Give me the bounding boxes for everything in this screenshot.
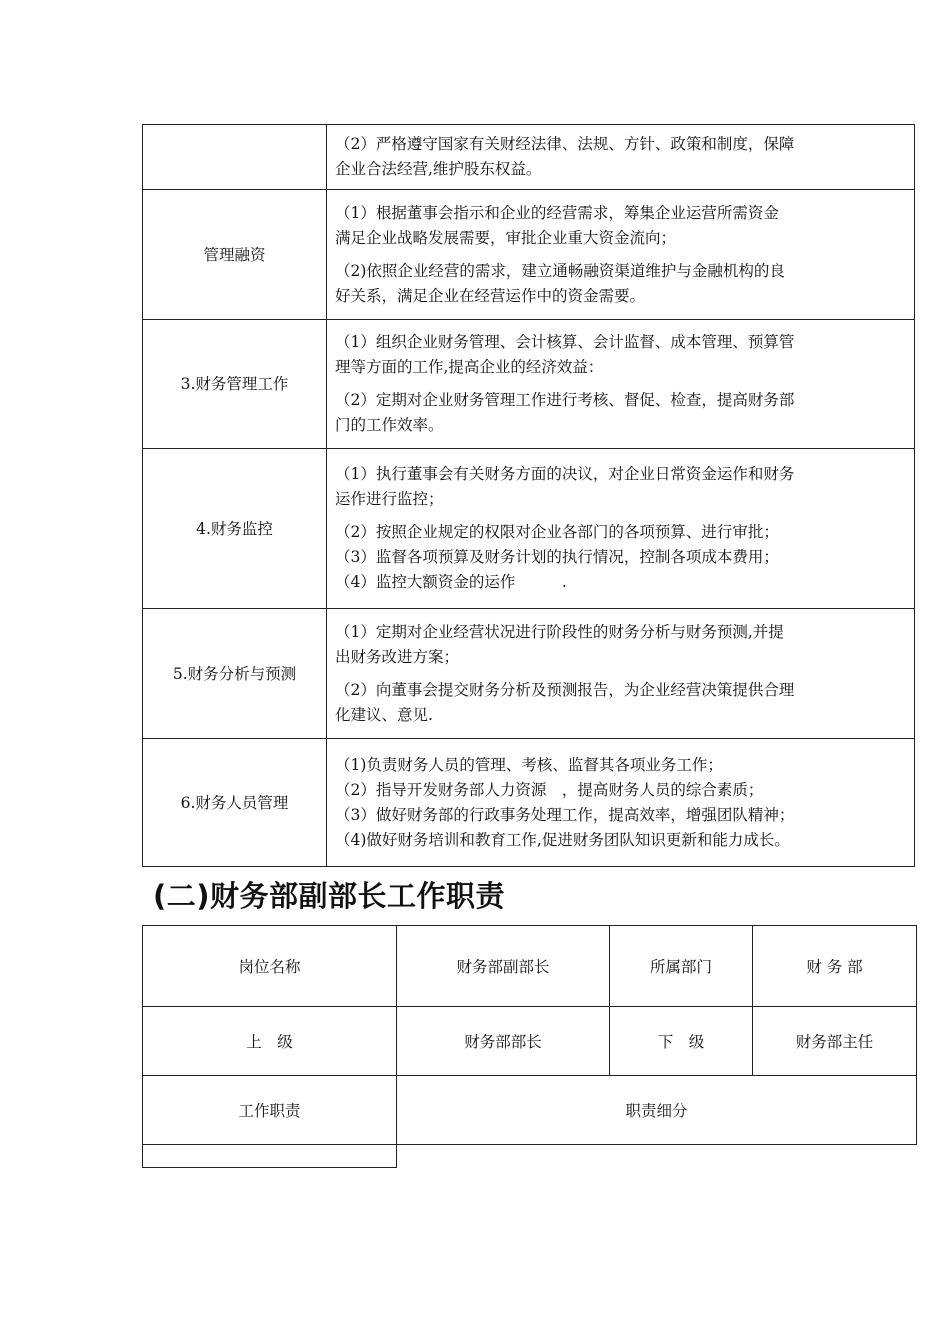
duty-details (327, 449, 915, 609)
duty-line: 企业合法经营,维护股东权益。 (335, 160, 542, 178)
duty-line: 好关系，满足企业在经营运作中的资金需要。 (335, 286, 646, 305)
department-value: 财 务 部 (753, 926, 917, 1007)
table-row (143, 1007, 917, 1076)
duty-line: （1)负责财务人员的管理、考核、监督其各项业务工作； (335, 755, 723, 774)
duty-label: 工作职责 (143, 1076, 397, 1145)
duty-line: 出财务改进方案； (335, 647, 460, 666)
table-row (143, 926, 917, 1007)
duty-line: （3）做好财务部的行政事务处理工作，提高效率，增强团队精神； (335, 805, 795, 824)
duty-table (142, 124, 915, 867)
duty-category: 4.财务监控 (143, 449, 327, 609)
table-row (143, 739, 915, 867)
duty-line: 化建议、意见. (335, 705, 433, 724)
duty-category: 6.财务人员管理 (143, 739, 327, 867)
duty-line: 满足企业战略发展需要，审批企业重大资金流向； (335, 228, 677, 247)
duty-line: （2）按照企业规定的权限对企业各部门的各项预算、进行审批； (335, 523, 779, 541)
section-title: (二)财务部副部长工作职责 (153, 879, 506, 913)
duty-line: （1）定期对企业经营状况进行阶段性的财务分析与财务预测,并提 (335, 622, 784, 641)
duty-line: （2）严格遵守国家有关财经法律、法规、方针、政策和制度，保障 (335, 135, 795, 153)
table-row (143, 125, 915, 190)
duty-line: （4)做好财务培训和教育工作,促进财务团队知识更新和能力成长。 (335, 830, 790, 849)
duty-line: 门的工作效率。 (335, 416, 444, 434)
table-row (143, 609, 915, 739)
department-label: 所属部门 (610, 926, 753, 1007)
duty-category: 3.财务管理工作 (143, 320, 327, 449)
empty-cell (397, 1145, 917, 1168)
table-row (143, 449, 915, 609)
duty-line: （1）执行董事会有关财务方面的决议，对企业日常资金运作和财务 (335, 465, 795, 483)
duty-details (327, 125, 915, 190)
empty-cell (143, 1145, 397, 1168)
duty-line: （1）组织企业财务管理、会计核算、会计监督、成本管理、预算管 (335, 333, 795, 351)
duty-line: （2)依照企业经营的需求，建立通畅融资渠道维护与金融机构的良 (335, 261, 785, 280)
duty-details (327, 609, 915, 739)
table-row (143, 320, 915, 449)
duty-line: 运作进行监控； (335, 490, 444, 508)
position-name-label: 岗位名称 (143, 926, 397, 1007)
duty-line: （2）指导开发财务部人力资源 ，提高财务人员的综合素质； (335, 780, 764, 799)
duty-line: （2）定期对企业财务管理工作进行考核、督促、检查，提高财务部 (335, 391, 795, 409)
superior-label: 上 级 (143, 1007, 397, 1076)
duty-line: 理等方面的工作,提高企业的经济效益： (335, 358, 604, 376)
table-row (143, 1145, 917, 1168)
table-row (143, 190, 915, 320)
duty-detail-label: 职责细分 (397, 1076, 917, 1145)
duty-line: （2）向董事会提交财务分析及预测报告，为企业经营决策提供合理 (335, 680, 795, 699)
duty-category: 管理融资 (143, 190, 327, 320)
duty-details (327, 739, 915, 867)
subordinate-value: 财务部主任 (753, 1007, 917, 1076)
duty-line: （1）根据董事会指示和企业的经营需求，筹集企业运营所需资金 (335, 203, 779, 222)
position-info-table (142, 925, 917, 1168)
duty-category (143, 125, 327, 190)
duty-category: 5.财务分析与预测 (143, 609, 327, 739)
superior-value: 财务部部长 (397, 1007, 610, 1076)
duty-line: （3）监督各项预算及财务计划的执行情况，控制各项成本费用； (335, 548, 779, 566)
duty-details (327, 320, 915, 449)
duty-line: （4）监控大额资金的运作 . (335, 573, 567, 591)
table-row (143, 1076, 917, 1145)
subordinate-label: 下 级 (610, 1007, 753, 1076)
duty-details (327, 190, 915, 320)
position-name-value: 财务部副部长 (397, 926, 610, 1007)
